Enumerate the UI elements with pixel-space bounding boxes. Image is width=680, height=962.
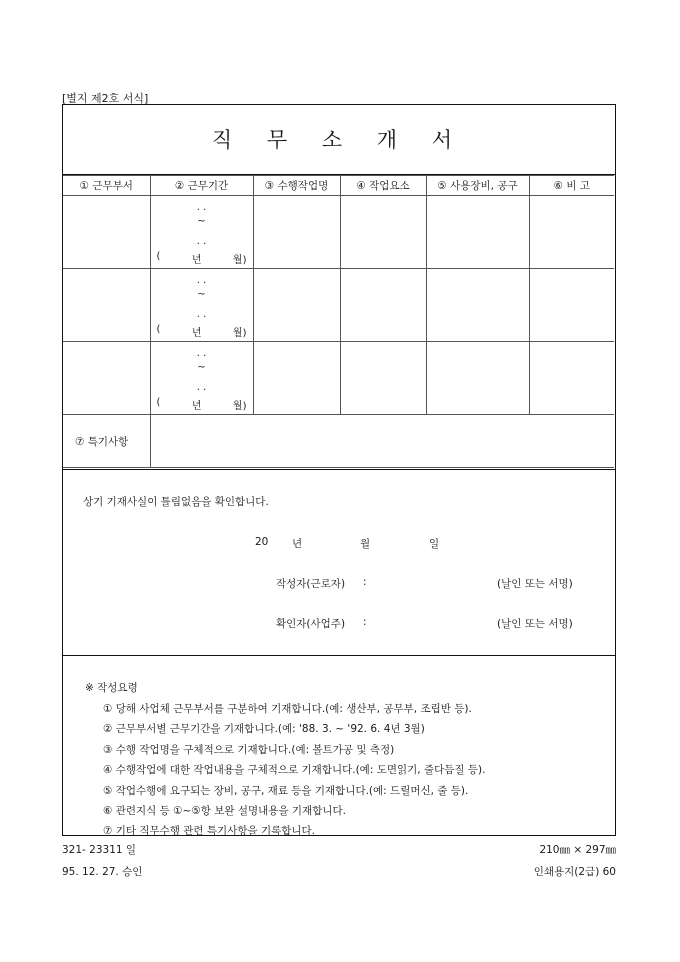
task-name-cell[interactable]	[253, 269, 340, 342]
guide-item: ③ 수행 작업명을 구체적으로 기재합니다.(예: 볼트가공 및 측정)	[103, 744, 395, 756]
period-tilde: ~	[197, 289, 206, 300]
table-row	[63, 269, 614, 342]
period-end-dots: . .	[196, 382, 207, 393]
col-task-elements: ④ 작업요소	[340, 176, 426, 196]
writing-guide-section	[63, 655, 615, 837]
footer-paper-size: 210㎜ × 297㎜	[539, 844, 616, 856]
period-end-dots: . .	[196, 236, 207, 247]
guide-heading: ※ 작성요령	[85, 682, 138, 694]
period-cell[interactable]	[150, 342, 253, 415]
writer-label: 작성자(근로자)	[276, 578, 346, 590]
table-header-row	[63, 176, 614, 196]
writer-colon: :	[363, 576, 367, 588]
guide-item: ⑦ 기타 직무수행 관련 특기사항을 기록합니다.	[103, 825, 316, 837]
special-notes-row	[63, 415, 614, 468]
guide-item: ① 당해 사업체 근무부서를 구분하여 기재합니다.(예: 생산부, 공무부, 조립반 등).	[103, 703, 472, 715]
writer-sign-hint: (날인 또는 서명)	[497, 578, 573, 590]
footer-code: 321- 23311 일	[62, 844, 137, 856]
table-row	[63, 196, 614, 269]
period-start-dots: . .	[196, 202, 207, 213]
verifier-sign-hint: (날인 또는 서명)	[497, 618, 573, 630]
guide-item: ④ 수행작업에 대한 작업내용을 구체적으로 기재합니다.(예: 도면읽기, 줄다듬질 등).	[103, 764, 486, 776]
equipment-cell[interactable]	[426, 196, 529, 269]
department-cell[interactable]	[63, 342, 150, 415]
col-period: ② 근무기간	[150, 176, 253, 196]
guide-item: ② 근무부서별 근무기간을 기재합니다.(예: '88. 3. ~ '92. 6. 4년 3월)	[103, 723, 425, 735]
special-notes-label: ⑦ 특기사항	[63, 415, 150, 468]
col-equipment: ⑤ 사용장비, 공구	[426, 176, 529, 196]
form-frame	[62, 104, 616, 836]
period-tilde: ~	[197, 362, 206, 373]
period-start-dots: . .	[196, 275, 207, 286]
period-cell[interactable]	[150, 269, 253, 342]
period-start-dots: . .	[196, 348, 207, 359]
col-remarks: ⑥ 비 고	[529, 176, 614, 196]
confirmation-statement: 상기 기재사실이 틀림없음을 확인합니다.	[83, 496, 269, 508]
guide-item: ⑥ 관련지식 등 ①~⑤항 보완 설명내용을 기재합니다.	[103, 805, 346, 817]
task-elements-cell[interactable]	[340, 196, 426, 269]
col-department: ① 근무부서	[63, 176, 150, 196]
special-notes-cell[interactable]	[150, 415, 614, 468]
task-name-cell[interactable]	[253, 196, 340, 269]
period-duration: ( 년 월)	[156, 397, 247, 412]
col-task-name: ③ 수행작업명	[253, 176, 340, 196]
task-name-cell[interactable]	[253, 342, 340, 415]
footer-approval: 95. 12. 27. 승인	[62, 866, 143, 878]
footer-paper-grade: 인쇄용지(2급) 60	[533, 866, 616, 878]
department-cell[interactable]	[63, 269, 150, 342]
period-cell[interactable]	[150, 196, 253, 269]
date-year: 년	[292, 538, 303, 550]
task-elements-cell[interactable]	[340, 342, 426, 415]
period-duration: ( 년 월)	[156, 324, 247, 339]
period-duration: ( 년 월)	[156, 251, 247, 266]
department-cell[interactable]	[63, 196, 150, 269]
confirmation-section	[63, 469, 615, 655]
table-row	[63, 342, 614, 415]
equipment-cell[interactable]	[426, 342, 529, 415]
equipment-cell[interactable]	[426, 269, 529, 342]
remarks-cell[interactable]	[529, 196, 614, 269]
remarks-cell[interactable]	[529, 269, 614, 342]
verifier-colon: :	[363, 616, 367, 628]
task-elements-cell[interactable]	[340, 269, 426, 342]
period-end-dots: . .	[196, 309, 207, 320]
remarks-cell[interactable]	[529, 342, 614, 415]
guide-item: ⑤ 작업수행에 요구되는 장비, 공구, 재료 등을 기재합니다.(예: 드릴머신, 줄 등).	[103, 785, 469, 797]
job-table	[63, 175, 614, 468]
date-month: 월	[360, 538, 371, 550]
date-day: 일	[429, 538, 440, 550]
verifier-label: 확인자(사업주)	[276, 618, 346, 630]
form-number-label: [별지 제2호 서식]	[62, 92, 149, 105]
date-year-prefix: 20	[255, 536, 269, 548]
period-tilde: ~	[197, 216, 206, 227]
form-title: 직 무 소 개 서	[63, 105, 615, 175]
